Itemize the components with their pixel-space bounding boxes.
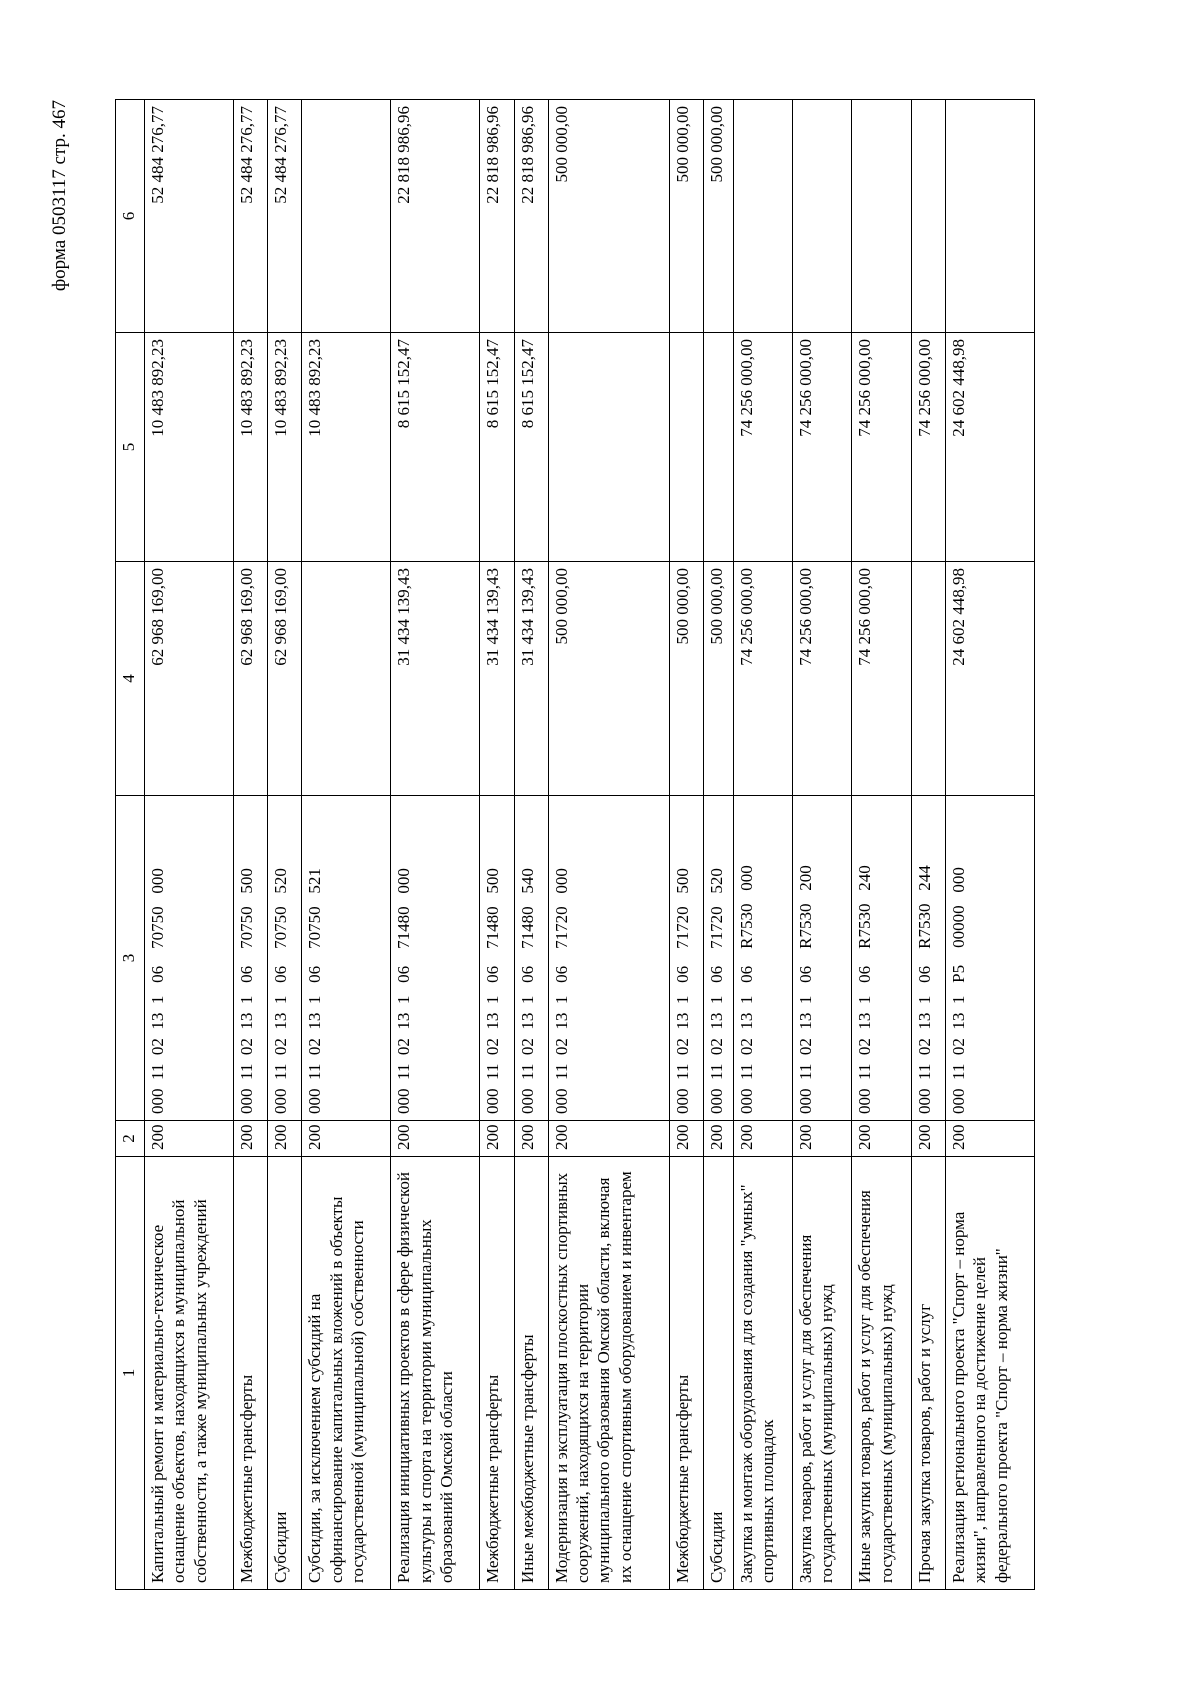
- row-classification-code-cell: 000 11 02 13 1 06 71480 000: [391, 796, 480, 1121]
- row-line-code-cell: 200: [703, 1121, 733, 1157]
- row-name-cell: Реализация регионального проекта "Спорт – норма жизни", направленного на достижение целей федерального проекта "Спорт – норма жизни": [946, 1157, 1035, 1590]
- row-classification-code-cell: 000 11 02 13 1 06 R7530 200: [793, 796, 852, 1121]
- table-row: [391, 100, 480, 1590]
- row-line-code-cell: 200: [480, 1121, 514, 1157]
- row-approved-amount-cell: [302, 562, 391, 796]
- row-classification-code-cell: 000 11 02 13 1 06 71720 520: [703, 796, 733, 1121]
- row-approved-amount-cell: 500 000,00: [703, 562, 733, 796]
- row-approved-amount-cell: 74 256 000,00: [793, 562, 852, 796]
- row-name-cell: Иные закупки товаров, работ и услуг для обеспечения государственных (муниципальных) нужд: [852, 1157, 911, 1590]
- row-executed-amount-cell: 10 483 892,23: [233, 333, 267, 562]
- row-classification-code-cell: 000 11 02 13 1 06 71480 500: [480, 796, 514, 1121]
- row-name-cell: Субсидии: [268, 1157, 302, 1590]
- row-approved-amount-cell: 31 434 139,43: [391, 562, 480, 796]
- table-row: [233, 100, 267, 1590]
- row-name-cell: Межбюджетные трансферты: [669, 1157, 703, 1590]
- row-approved-amount-cell: [911, 562, 945, 796]
- row-executed-amount-cell: [703, 333, 733, 562]
- row-unexecuted-amount-cell: 500 000,00: [703, 100, 733, 333]
- row-line-code-cell: 200: [302, 1121, 391, 1157]
- row-unexecuted-amount-cell: 22 818 986,96: [514, 100, 548, 333]
- row-executed-amount-cell: 74 256 000,00: [793, 333, 852, 562]
- row-line-code-cell: 200: [911, 1121, 945, 1157]
- row-executed-amount-cell: [669, 333, 703, 562]
- table-body: [145, 100, 1035, 1590]
- row-executed-amount-cell: 74 256 000,00: [911, 333, 945, 562]
- row-unexecuted-amount-cell: [793, 100, 852, 333]
- row-approved-amount-cell: 24 602 448,98: [946, 562, 1035, 796]
- column-number-row: [116, 100, 145, 1590]
- budget-execution-table: [115, 99, 1035, 1590]
- column-header-5: 5: [116, 333, 145, 562]
- row-executed-amount-cell: 10 483 892,23: [302, 333, 391, 562]
- row-line-code-cell: 200: [145, 1121, 234, 1157]
- row-unexecuted-amount-cell: 52 484 276,77: [145, 100, 234, 333]
- row-name-cell: Капитальный ремонт и материально-техническое оснащение объектов, находящихся в муниципальной собственности, а также муниципальных учреждений: [145, 1157, 234, 1590]
- row-executed-amount-cell: 74 256 000,00: [733, 333, 792, 562]
- table-row: [669, 100, 703, 1590]
- table-row: [852, 100, 911, 1590]
- row-line-code-cell: 200: [268, 1121, 302, 1157]
- table-row: [911, 100, 945, 1590]
- column-header-6: 6: [116, 100, 145, 333]
- row-approved-amount-cell: 500 000,00: [669, 562, 703, 796]
- table-row: [793, 100, 852, 1590]
- row-unexecuted-amount-cell: 500 000,00: [669, 100, 703, 333]
- rotated-page: [49, 100, 1035, 1590]
- row-executed-amount-cell: 24 602 448,98: [946, 333, 1035, 562]
- row-name-cell: Реализация инициативных проектов в сфере физической культуры и спорта на территории муниципальных образований Омской области: [391, 1157, 480, 1590]
- column-header-3: 3: [116, 796, 145, 1121]
- row-name-cell: Субсидии, за исключением субсидий на софинансирование капитальных вложений в объекты государственной (муниципальной) собственности: [302, 1157, 391, 1590]
- row-executed-amount-cell: 74 256 000,00: [852, 333, 911, 562]
- column-header-2: 2: [116, 1121, 145, 1157]
- table-row: [145, 100, 234, 1590]
- row-classification-code-cell: 000 11 02 13 1 06 70750 521: [302, 796, 391, 1121]
- table-row: [703, 100, 733, 1590]
- row-unexecuted-amount-cell: [852, 100, 911, 333]
- row-approved-amount-cell: 31 434 139,43: [514, 562, 548, 796]
- row-line-code-cell: 200: [548, 1121, 669, 1157]
- table-row: [480, 100, 514, 1590]
- row-classification-code-cell: 000 11 02 13 1 06 71720 500: [669, 796, 703, 1121]
- row-name-cell: Модернизация и эксплуатация плоскостных спортивных сооружений, находящихся на территории муниципального образования Омской области, включая их оснащение спортивным оборудованием и инвентарем: [548, 1157, 669, 1590]
- table-row: [946, 100, 1035, 1590]
- row-unexecuted-amount-cell: [911, 100, 945, 333]
- row-approved-amount-cell: 31 434 139,43: [480, 562, 514, 796]
- row-unexecuted-amount-cell: 22 818 986,96: [391, 100, 480, 333]
- row-unexecuted-amount-cell: 22 818 986,96: [480, 100, 514, 333]
- row-approved-amount-cell: 74 256 000,00: [733, 562, 792, 796]
- row-approved-amount-cell: 74 256 000,00: [852, 562, 911, 796]
- row-classification-code-cell: 000 11 02 13 1 06 71720 000: [548, 796, 669, 1121]
- row-classification-code-cell: 000 11 02 13 1 P5 00000 000: [946, 796, 1035, 1121]
- table-row: [733, 100, 792, 1590]
- row-name-cell: Субсидии: [703, 1157, 733, 1590]
- row-approved-amount-cell: 62 968 169,00: [145, 562, 234, 796]
- row-executed-amount-cell: 8 615 152,47: [391, 333, 480, 562]
- row-unexecuted-amount-cell: 500 000,00: [548, 100, 669, 333]
- row-classification-code-cell: 000 11 02 13 1 06 R7530 244: [911, 796, 945, 1121]
- table-row: [302, 100, 391, 1590]
- row-classification-code-cell: 000 11 02 13 1 06 70750 500: [233, 796, 267, 1121]
- row-executed-amount-cell: 10 483 892,23: [145, 333, 234, 562]
- form-header: форма 0503117 стр. 467: [49, 100, 70, 292]
- row-name-cell: Межбюджетные трансферты: [233, 1157, 267, 1590]
- row-line-code-cell: 200: [793, 1121, 852, 1157]
- row-unexecuted-amount-cell: [302, 100, 391, 333]
- row-line-code-cell: 200: [946, 1121, 1035, 1157]
- row-name-cell: Иные межбюджетные трансферты: [514, 1157, 548, 1590]
- table-row: [548, 100, 669, 1590]
- row-unexecuted-amount-cell: 52 484 276,77: [268, 100, 302, 333]
- row-approved-amount-cell: 500 000,00: [548, 562, 669, 796]
- row-classification-code-cell: 000 11 02 13 1 06 70750 000: [145, 796, 234, 1121]
- row-classification-code-cell: 000 11 02 13 1 06 70750 520: [268, 796, 302, 1121]
- row-name-cell: Закупка товаров, работ и услуг для обеспечения государственных (муниципальных) нужд: [793, 1157, 852, 1590]
- row-name-cell: Закупка и монтаж оборудования для создания "умных" спортивных площадок: [733, 1157, 792, 1590]
- row-line-code-cell: 200: [233, 1121, 267, 1157]
- row-classification-code-cell: 000 11 02 13 1 06 R7530 000: [733, 796, 792, 1121]
- row-line-code-cell: 200: [391, 1121, 480, 1157]
- row-name-cell: Прочая закупка товаров, работ и услуг: [911, 1157, 945, 1590]
- row-classification-code-cell: 000 11 02 13 1 06 R7530 240: [852, 796, 911, 1121]
- row-executed-amount-cell: 10 483 892,23: [268, 333, 302, 562]
- row-unexecuted-amount-cell: 52 484 276,77: [233, 100, 267, 333]
- row-unexecuted-amount-cell: [946, 100, 1035, 333]
- row-name-cell: Межбюджетные трансферты: [480, 1157, 514, 1590]
- row-line-code-cell: 200: [514, 1121, 548, 1157]
- column-header-4: 4: [116, 562, 145, 796]
- row-line-code-cell: 200: [852, 1121, 911, 1157]
- table-row: [268, 100, 302, 1590]
- row-executed-amount-cell: 8 615 152,47: [514, 333, 548, 562]
- row-approved-amount-cell: 62 968 169,00: [233, 562, 267, 796]
- row-line-code-cell: 200: [669, 1121, 703, 1157]
- row-classification-code-cell: 000 11 02 13 1 06 71480 540: [514, 796, 548, 1121]
- row-executed-amount-cell: [548, 333, 669, 562]
- table-row: [514, 100, 548, 1590]
- row-unexecuted-amount-cell: [733, 100, 792, 333]
- column-header-1: 1: [116, 1157, 145, 1590]
- row-line-code-cell: 200: [733, 1121, 792, 1157]
- row-approved-amount-cell: 62 968 169,00: [268, 562, 302, 796]
- row-executed-amount-cell: 8 615 152,47: [480, 333, 514, 562]
